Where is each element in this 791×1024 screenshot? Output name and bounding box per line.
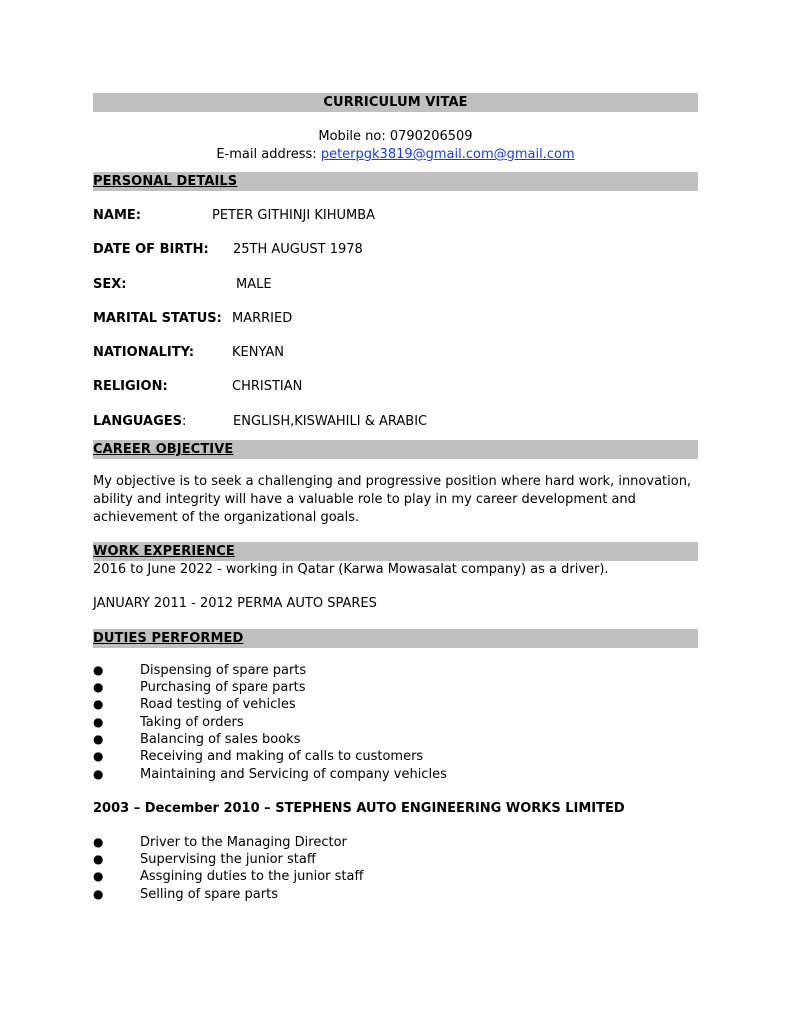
- bullet-icon: ●: [93, 852, 104, 867]
- duties-list: [93, 662, 698, 783]
- personal-detail-row: [93, 241, 698, 259]
- duty-text: Taking of orders: [140, 714, 244, 730]
- duties-list-2: [93, 834, 698, 903]
- duty-text: Selling of spare parts: [140, 886, 278, 902]
- objective-paragraph: My objective is to seek a challenging and progressive position where hard work, innovation, ability and integrity will have a valuable role to play in my career development and achievement of the organizational goals.: [93, 473, 692, 525]
- duty-item: [93, 679, 698, 696]
- work-experience-title: WORK EXPERIENCE: [93, 543, 235, 559]
- bullet-icon: ●: [93, 869, 104, 884]
- duty-item: [93, 731, 698, 748]
- duty-item: [93, 662, 698, 679]
- bullet-icon: ●: [93, 714, 104, 729]
- cv-page: [93, 93, 698, 903]
- personal-detail-row: [93, 413, 698, 431]
- duty-text: Balancing of sales books: [140, 731, 301, 747]
- bullet-icon: ●: [93, 731, 104, 746]
- personal-detail-row: [93, 207, 698, 225]
- email-label: E-mail address:: [216, 147, 321, 162]
- duty-text: Road testing of vehicles: [140, 697, 296, 713]
- duty-item: [93, 851, 698, 868]
- detail-value: PETER GITHINJI KIHUMBA: [212, 208, 376, 223]
- bullet-icon: ●: [93, 886, 104, 901]
- duty-item: [93, 868, 698, 885]
- duty-text: Assgining duties to the junior staff: [140, 869, 364, 885]
- duty-item: [93, 696, 698, 713]
- detail-value: 25TH AUGUST 1978: [233, 242, 363, 258]
- personal-detail-row: [93, 344, 698, 362]
- duty-text: Supervising the junior staff: [140, 852, 316, 868]
- duty-text: Dispensing of spare parts: [140, 662, 307, 678]
- work-entry: 2016 to June 2022 - working in Qatar (Karwa Mowasalat company) as a driver).: [93, 561, 609, 577]
- work-entry: JANUARY 2011 - 2012 PERMA AUTO SPARES: [93, 595, 377, 611]
- email-link[interactable]: peterpgk3819@gmail.com@gmail.com: [320, 147, 575, 162]
- detail-value: MALE: [236, 276, 272, 292]
- mobile-line: Mobile no: 0790206509: [318, 129, 473, 144]
- duty-item: [93, 834, 698, 851]
- bullet-icon: ●: [93, 662, 104, 677]
- bullet-icon: ●: [93, 766, 104, 781]
- cv-title: CURRICULUM VITAE: [323, 95, 468, 110]
- email-line: [93, 146, 698, 164]
- personal-details-header: [93, 172, 698, 191]
- bullet-icon: ●: [93, 697, 104, 712]
- job-heading: 2003 – December 2010 – STEPHENS AUTO ENGINEERING WORKS LIMITED: [93, 800, 625, 816]
- duty-item: [93, 748, 698, 765]
- detail-label: NAME:: [93, 208, 141, 223]
- personal-details-title: PERSONAL DETAILS: [93, 174, 238, 189]
- duty-item: [93, 766, 698, 783]
- detail-label: DATE OF BIRTH:: [93, 242, 209, 258]
- detail-value: MARRIED: [232, 310, 293, 326]
- duty-item: [93, 886, 698, 903]
- duties-performed-header: [93, 629, 698, 648]
- career-objective-title: CAREER OBJECTIVE: [93, 441, 234, 457]
- duty-text: Receiving and making of calls to customers: [140, 749, 424, 765]
- bullet-icon: ●: [93, 749, 104, 764]
- duty-text: Purchasing of spare parts: [140, 680, 306, 696]
- duty-text: Driver to the Managing Director: [140, 834, 347, 850]
- cv-title-bar: [93, 93, 698, 112]
- bullet-icon: ●: [93, 834, 104, 849]
- personal-detail-row: [93, 276, 698, 294]
- detail-label: LANGUAGES: [93, 413, 183, 429]
- detail-label: SEX:: [93, 276, 127, 292]
- detail-value: KENYAN: [232, 345, 285, 361]
- personal-detail-row: [93, 378, 698, 396]
- detail-value: ENGLISH,KISWAHILI & ARABIC: [233, 413, 428, 429]
- personal-details-list: [93, 191, 698, 431]
- career-objective-header: [93, 440, 698, 459]
- bullet-icon: ●: [93, 680, 104, 695]
- detail-label: NATIONALITY:: [93, 345, 195, 361]
- detail-label: RELIGION:: [93, 379, 168, 395]
- duty-item: [93, 714, 698, 731]
- detail-label: MARITAL STATUS:: [93, 310, 222, 326]
- personal-detail-row: [93, 310, 698, 328]
- detail-label-suffix: :: [182, 413, 187, 429]
- duty-text: Maintaining and Servicing of company vehicles: [140, 766, 447, 782]
- duties-performed-title: DUTIES PERFORMED: [93, 630, 244, 646]
- work-experience-header: [93, 542, 698, 561]
- detail-value: CHRISTIAN: [232, 379, 303, 395]
